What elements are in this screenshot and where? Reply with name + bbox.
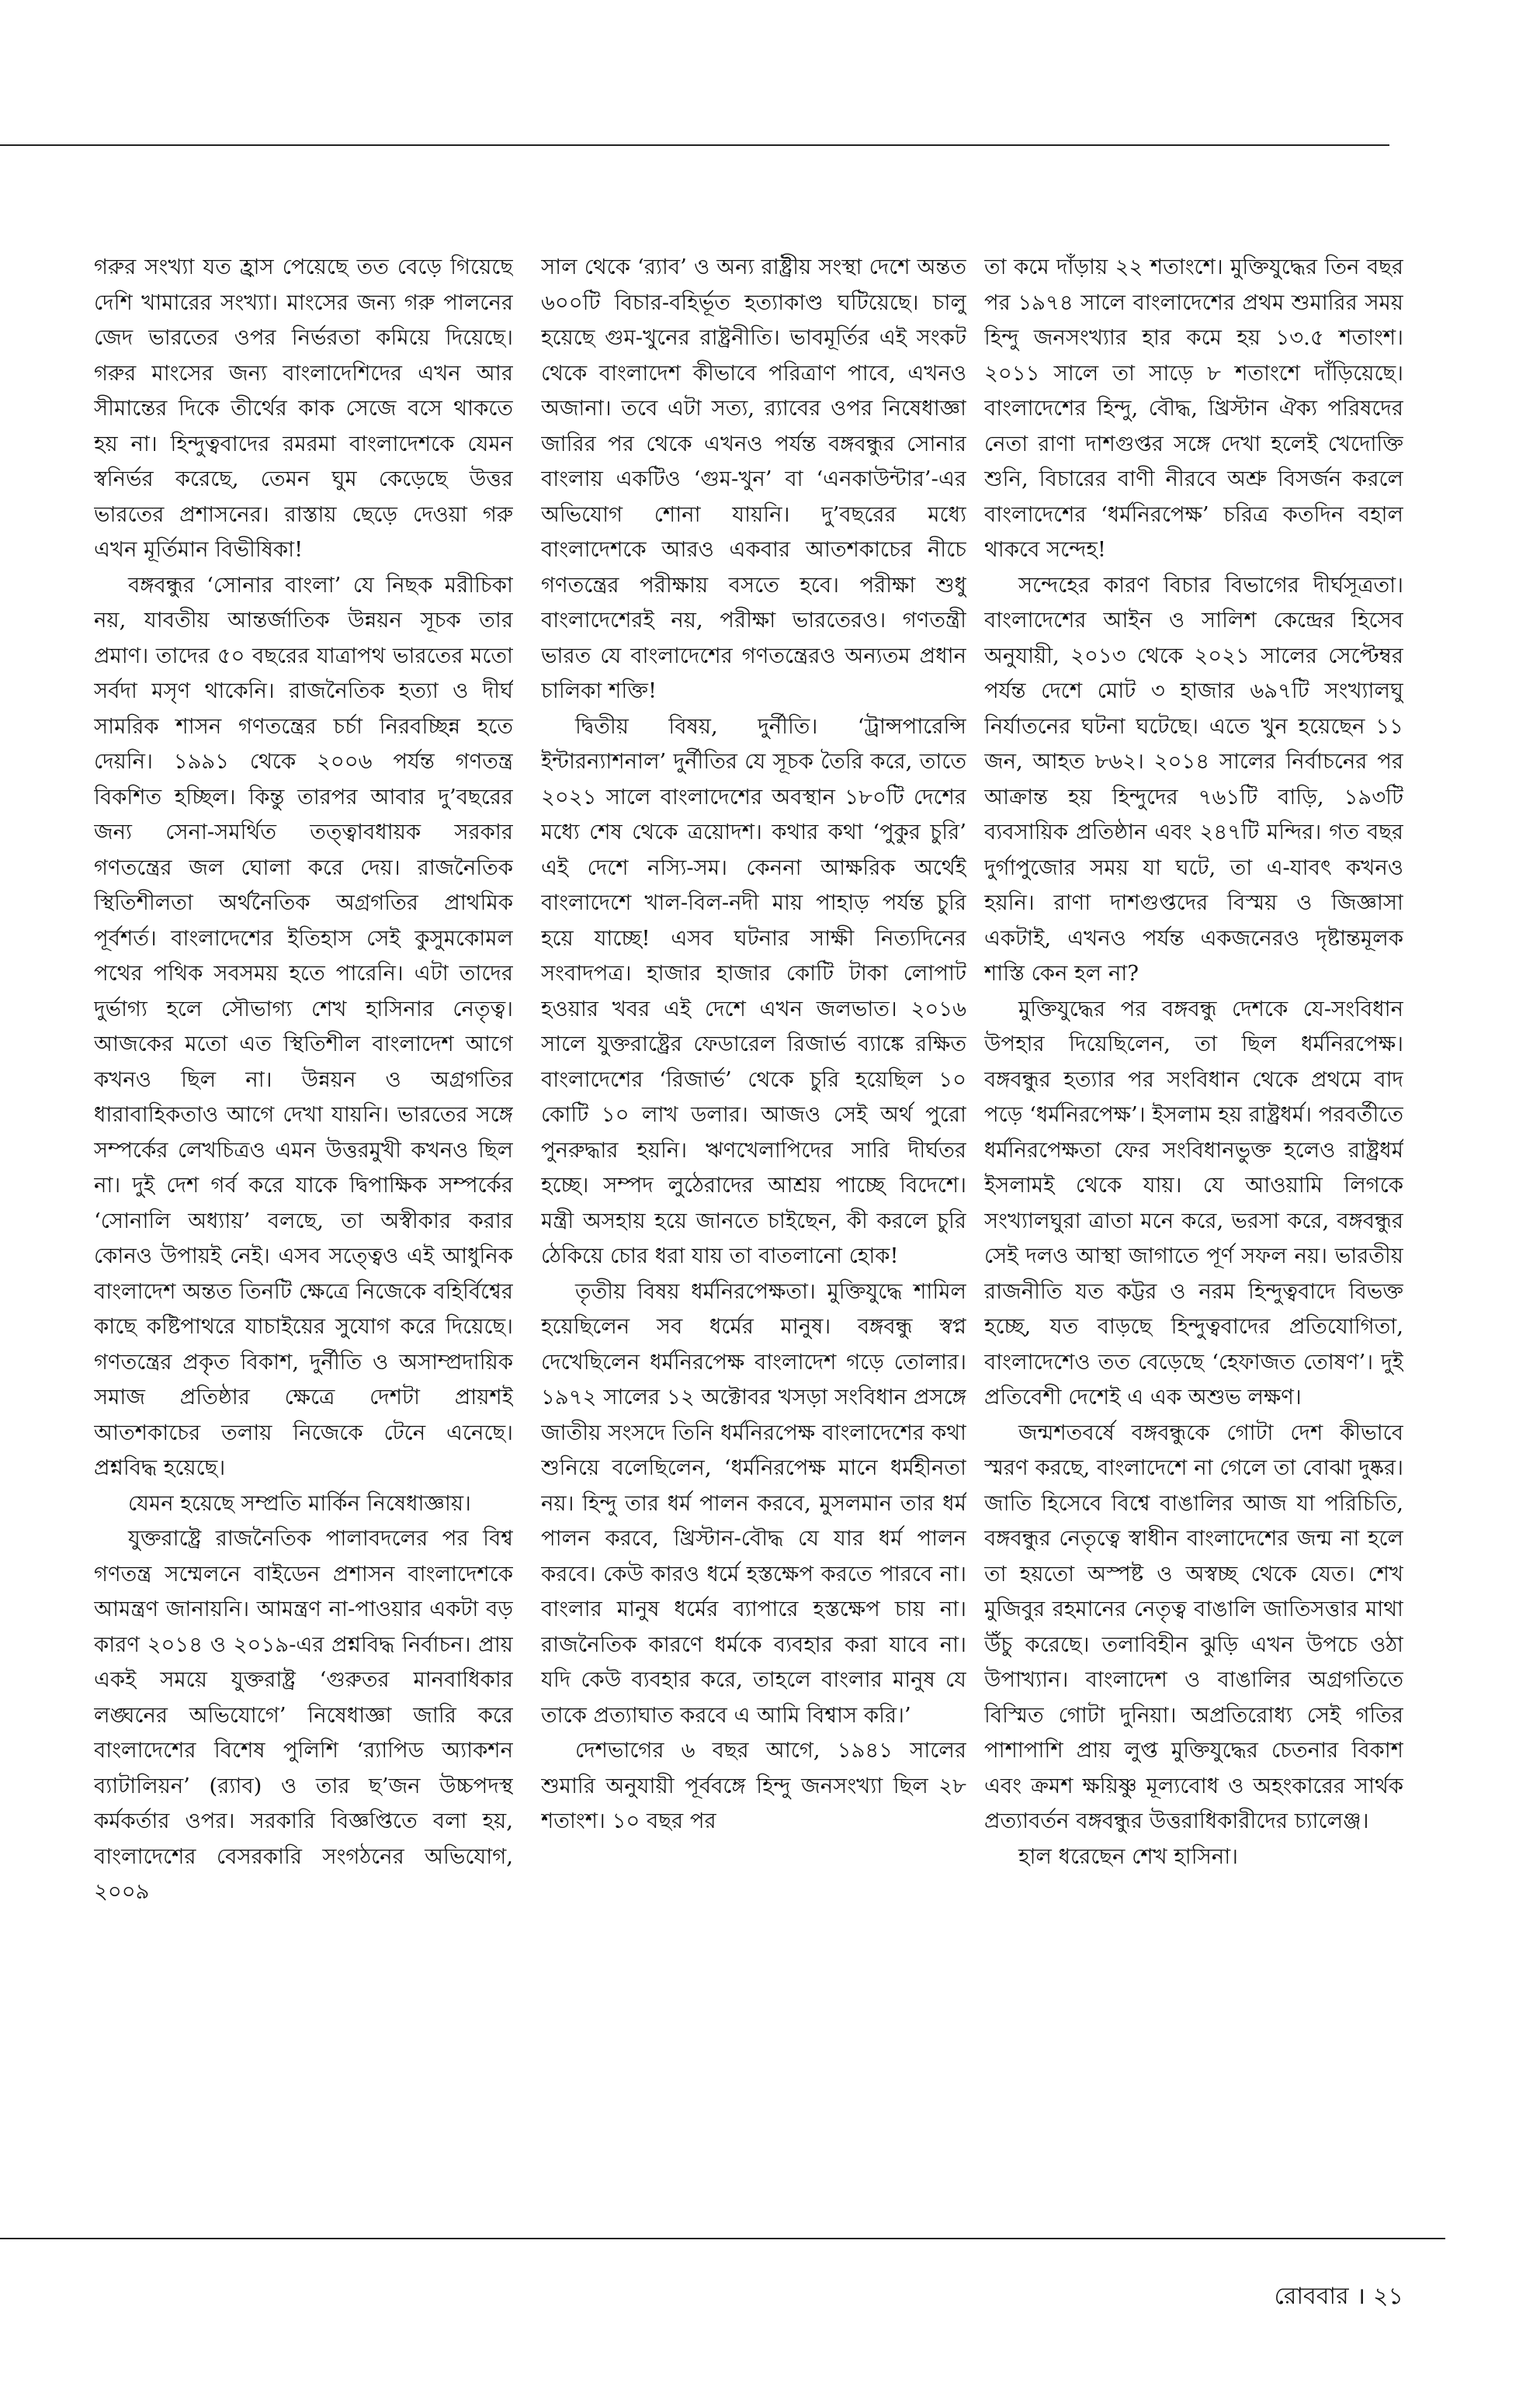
column-3-paragraph-2: সন্দেহের কারণ বিচার বিভাগের দীর্ঘসূত্রতা। বাংলাদেশের আইন ও সালিশ কেন্দ্রের হিসেব অনুযায়ী, ২০১৩ থেকে ২০২১ সালের সেপ্টেম্বর পর্যন্ত দেশে মোট ৩ হাজার ৬৯৭টি সংখ্যালঘু নির্যাতনের ঘটনা ঘটেছে। এতে খুন হয়েছেন ১১ জন, আহত ৮৬২। ২০১৪ সালের নির্বাচনের পর আক্রান্ত হয় হিন্দুদের ৭৬১টি বাড়ি, ১৯৩টি ব্যবসায়িক প্রতিষ্ঠান এবং ২৪৭টি মন্দির। গত বছর দুর্গাপুজোর সময় যা ঘটে, তা এ-যাবৎ কখনও হয়নি। রাণা দাশগুপ্তদের বিস্ময় ও জিজ্ঞাসা একটাই, এখনও পর্যন্ত একজনেরও দৃষ্টান্তমূলক শাস্তি কেন হল না? (984, 572, 1403, 986)
column-3-paragraph-3: মুক্তিযুদ্ধের পর বঙ্গবন্ধু দেশকে যে-সংবিধান উপহার দিয়েছিলেন, তা ছিল ধর্মনিরপেক্ষ। বঙ্গবন্ধুর হত্যার পর সংবিধান থেকে প্রথমে বাদ পড়ে ‘ধর্মনিরপেক্ষ’। ইসলাম হয় রাষ্ট্রধর্ম। পরবর্তীতে ধর্মনিরপেক্ষতা ফের সংবিধানভুক্ত হলেও রাষ্ট্রধর্ম ইসলামই থেকে যায়। যে আওয়ামি লিগকে সংখ্যালঘুরা ত্রাতা মনে করে, ভরসা করে, বঙ্গবন্ধুর সেই দলও আস্থা জাগাতে পূর্ণ সফল নয়। ভারতীয় রাজনীতি যত কট্টর ও নরম হিন্দুত্ববাদে বিভক্ত হচ্ছে, যত বাড়ছে হিন্দুত্ববাদের প্রতিযোগিতা, বাংলাদেশেও তত বেড়েছে ‘হেফাজত তোষণ’। দুই প্রতিবেশী দেশেই এ এক অশুভ লক্ষণ। (984, 996, 1403, 1410)
text-column-2 (541, 250, 966, 2221)
column-1-paragraph-1: গরুর সংখ্যা যত হ্রাস পেয়েছে তত বেড়ে গিয়েছে দেশি খামারের সংখ্যা। মাংসের জন্য গরু পালনের জেদ ভারতের ওপর নির্ভরতা কমিয়ে দিয়েছে। গরুর মাংসের জন্য বাংলাদেশিদের এখন আর সীমান্তের দিকে তীর্থের কাক সেজে বসে থাকতে হয় না। হিন্দুত্ববাদের রমরমা বাংলাদেশকে যেমন স্বনির্ভর করেছে, তেমন ঘুম কেড়েছে উত্তর ভারতের প্রশাসনের। রাস্তায় ছেড়ে দেওয়া গরু এখন মূর্তিমান বিভীষিকা! (94, 255, 513, 562)
text-column-1 (94, 250, 513, 2221)
magazine-name: রোববার (1274, 2283, 1349, 2310)
column-2-paragraph-4: দেশভাগের ৬ বছর আগে, ১৯৪১ সালের শুমারি অনুযায়ী পূর্ববঙ্গে হিন্দু জনসংখ্যা ছিল ২৮ শতাংশ। ১০ বছর পর (541, 1738, 966, 1833)
column-1-paragraph-3: যেমন হয়েছে সম্প্রতি মার্কিন নিষেধাজ্ঞায়। (128, 1490, 471, 1516)
column-3-paragraph-4: জন্মশতবর্ষে বঙ্গবন্ধুকে গোটা দেশ কীভাবে স্মরণ করছে, বাংলাদেশে না গেলে তা বোঝা দুষ্কর। জাতি হিসেবে বিশ্বে বাঙালির আজ যা পরিচিতি, বঙ্গবন্ধুর নেতৃত্বে স্বাধীন বাংলাদেশের জন্ম না হলে তা হয়তো অস্পষ্ট ও অস্বচ্ছ থেকে যেত। শেখ মুজিবুর রহমানের নেতৃত্ব বাঙালি জাতিসত্তার মাথা উঁচু করেছে। তলাবিহীন ঝুড়ি এখন উপচে ওঠা উপাখ্যান। বাংলাদেশ ও বাঙালির অগ্রগতিতে বিস্মিত গোটা দুনিয়া। অপ্রতিরোধ্য সেই গতির পাশাপাশি প্রায় লুপ্ত মুক্তিযুদ্ধের চেতনার বিকাশ এবং ক্রমশ ক্ষয়িষ্ণু মূল্যবোধ ও অহংকারের সার্থক প্রত্যাবর্তন বঙ্গবন্ধুর উত্তরাধিকারীদের চ্যালেঞ্জ। (984, 1420, 1403, 1833)
column-2-paragraph-1: সাল থেকে ‘র‍্যাব’ ও অন্য রাষ্ট্রীয় সংস্থা দেশে অন্তত ৬০০টি বিচার-বহির্ভূত হত্যাকাণ্ড ঘটিয়েছে। চালু হয়েছে গুম-খুনের রাষ্ট্রনীতি। ভাবমূর্তির এই সংকট থেকে বাংলাদেশ কীভাবে পরিত্রাণ পাবে, এখনও অজানা। তবে এটা সত্য, র‍্যাবের ওপর নিষেধাজ্ঞা জারির পর থেকে এখনও পর্যন্ত বঙ্গবন্ধুর সোনার বাংলায় একটিও ‘গুম-খুন’ বা ‘এনকাউন্টার’-এর অভিযোগ শোনা যায়নি। দু’বছরের মধ্যে বাংলাদেশকে আরও একবার আতশকাচের নীচে গণতন্ত্রের পরীক্ষায় বসতে হবে। পরীক্ষা শুধু বাংলাদেশেরই নয়, পরীক্ষা ভারতেরও। গণতন্ত্রী ভারত যে বাংলাদেশের গণতন্ত্রেরও অন্যতম প্রধান চালিকা শক্তি! (541, 255, 966, 703)
text-column-3 (984, 250, 1403, 2221)
column-1-paragraph-2: বঙ্গবন্ধুর ‘সোনার বাংলা’ যে নিছক মরীচিকা নয়, যাবতীয় আন্তর্জাতিক উন্নয়ন সূচক তার প্রমাণ। তাদের ৫০ বছরের যাত্রাপথ ভারতের মতো সর্বদা মসৃণ থাকেনি। রাজনৈতিক হত্যা ও দীর্ঘ সামরিক শাসন গণতন্ত্রের চর্চা নিরবচ্ছিন্ন হতে দেয়নি। ১৯৯১ থেকে ২০০৬ পর্যন্ত গণতন্ত্র বিকশিত হচ্ছিল। কিন্তু তারপর আবার দু’বছরের জন্য সেনা-সমর্থিত তত্ত্বাবধায়ক সরকার গণতন্ত্রের জল ঘোলা করে দেয়। রাজনৈতিক স্থিতিশীলতা অর্থনৈতিক অগ্রগতির প্রাথমিক পূর্বশর্ত। বাংলাদেশের ইতিহাস সেই কুসুমকোমল পথের পথিক সবসময় হতে পারেনি। এটা তাদের দুর্ভাগ্য হলে সৌভাগ্য শেখ হাসিনার নেতৃত্ব। আজকের মতো এত স্থিতিশীল বাংলাদেশ আগে কখনও ছিল না। উন্নয়ন ও অগ্রগতির ধারাবাহিকতাও আগে দেখা যায়নি। ভারতের সঙ্গে সম্পর্কের লেখচিত্রও এমন উত্তরমুখী কখনও ছিল না। দুই দেশ গর্ব করে যাকে দ্বিপাক্ষিক সম্পর্কের ‘সোনালি অধ্যায়’ বলছে, তা অস্বীকার করার কোনও উপায়ই নেই। এসব সত্ত্বেও এই আধুনিক বাংলাদেশ অন্তত তিনটি ক্ষেত্রে নিজেকে বহির্বিশ্বের কাছে কষ্টিপাথরে যাচাইয়ের সুযোগ করে দিয়েছে। গণতন্ত্রের প্রকৃত বিকাশ, দুর্নীতি ও অসাম্প্রদায়িক সমাজ প্রতিষ্ঠার ক্ষেত্রে দেশটা প্রায়শই আতশকাচের তলায় নিজেকে টেনে এনেছে। প্রশ্নবিদ্ধ হয়েছে। (94, 572, 513, 1480)
column-2-paragraph-2: দ্বিতীয় বিষয়, দুর্নীতি। ‘ট্রান্সপারেন্সি ইন্টারন্যাশনাল’ দুর্নীতির যে সূচক তৈরি করে, তাতে ২০২১ সালে বাংলাদেশের অবস্থান ১৮০টি দেশের মধ্যে শেষ থেকে ত্রয়োদশ। কথার কথা ‘পুকুর চুরি’ এই দেশে নস্যি-সম। কেননা আক্ষরিক অর্থেই বাংলাদেশে খাল-বিল-নদী মায় পাহাড় পর্যন্ত চুরি হয়ে যাচ্ছে! এসব ঘটনার সাক্ষী নিত্যদিনের সংবাদপত্র। হাজার হাজার কোটি টাকা লোপাট হওয়ার খবর এই দেশে এখন জলভাত। ২০১৬ সালে যুক্তরাষ্ট্রের ফেডারেল রিজার্ভ ব্যাঙ্কে রক্ষিত বাংলাদেশের ‘রিজার্ভ’ থেকে চুরি হয়েছিল ১০ কোটি ১০ লাখ ডলার। আজও সেই অর্থ পুরো পুনরুদ্ধার হয়নি। ঋণখেলাপিদের সারি দীর্ঘতর হচ্ছে। সম্পদ লুঠেরাদের আশ্রয় পাচ্ছে বিদেশে। মন্ত্রী অসহায় হয়ে জানতে চাইছেন, কী করলে চুরি ঠেকিয়ে চোর ধরা যায় তা বাতলানো হোক! (541, 713, 966, 1268)
column-1-paragraph-4: যুক্তরাষ্ট্রে রাজনৈতিক পালাবদলের পর বিশ্ব গণতন্ত্র সম্মেলনে বাইডেন প্রশাসন বাংলাদেশকে আমন্ত্রণ জানায়নি। আমন্ত্রণ না-পাওয়ার একটা বড় কারণ ২০১৪ ও ২০১৯-এর প্রশ্নবিদ্ধ নির্বাচন। প্রায় একই সময়ে যুক্তরাষ্ট্র ‘গুরুতর মানবাধিকার লঙ্ঘনের অভিযোগে’ নিষেধাজ্ঞা জারি করে বাংলাদেশের বিশেষ পুলিশি ‘র‍্যাপিড অ্যাকশন ব্যাটালিয়ন’ (র‍্যাব) ও তার ছ’জন উচ্চপদস্থ কর্মকর্তার ওপর। সরকারি বিজ্ঞপ্তিতে বলা হয়, বাংলাদেশের বেসরকারি সংগঠনের অভিযোগ, ২০০৯ (94, 1526, 513, 1904)
column-2-paragraph-3: তৃতীয় বিষয় ধর্মনিরপেক্ষতা। মুক্তিযুদ্ধে শামিল হয়েছিলেন সব ধর্মের মানুষ। বঙ্গবন্ধু স্বপ্ন দেখেছিলেন ধর্মনিরপেক্ষ বাংলাদেশ গড়ে তোলার। ১৯৭২ সালের ১২ অক্টোবর খসড়া সংবিধান প্রসঙ্গে জাতীয় সংসদে তিনি ধর্মনিরপেক্ষ বাংলাদেশের কথা শুনিয়ে বলেছিলেন, ‘ধর্মনিরপেক্ষ মানে ধর্মহীনতা নয়। হিন্দু তার ধর্ম পালন করবে, মুসলমান তার ধর্ম পালন করবে, খ্রিস্টান-বৌদ্ধ যে যার ধর্ম পালন করবে। কেউ কারও ধর্মে হস্তক্ষেপ করতে পারবে না। বাংলার মানুষ ধর্মের ব্যাপারে হস্তক্ষেপ চায় না। রাজনৈতিক কারণে ধর্মকে ব্যবহার করা যাবে না। যদি কেউ ব্যবহার করে, তাহলে বাংলার মানুষ যে তাকে প্রত্যাঘাত করবে এ আমি বিশ্বাস করি।’ (541, 1278, 966, 1728)
page-number: ২১ (1373, 2283, 1403, 2310)
footer-separator: । (1356, 2283, 1366, 2310)
column-3-paragraph-5: হাল ধরেছেন শেখ হাসিনা। (1018, 1843, 1239, 1869)
page-footer (1275, 2277, 1403, 2317)
top-rule (0, 144, 1389, 146)
column-3-paragraph-1: তা কমে দাঁড়ায় ২২ শতাংশে। মুক্তিযুদ্ধের তিন বছর পর ১৯৭৪ সালে বাংলাদেশের প্রথম শুমারির সময় হিন্দু জনসংখ্যার হার কমে হয় ১৩.৫ শতাংশ। ২০১১ সালে তা সাড়ে ৮ শতাংশে দাঁড়িয়েছে। বাংলাদেশের হিন্দু, বৌদ্ধ, খ্রিস্টান ঐক্য পরিষদের নেতা রাণা দাশগুপ্তর সঙ্গে দেখা হলেই খেদোক্তি শুনি, বিচারের বাণী নীরবে অশ্রু বিসর্জন করলে বাংলাদেশের ‘ধর্মনিরপেক্ষ’ চরিত্র কতদিন বহাল থাকবে সন্দেহ! (984, 255, 1403, 562)
bottom-rule (0, 2238, 1445, 2239)
